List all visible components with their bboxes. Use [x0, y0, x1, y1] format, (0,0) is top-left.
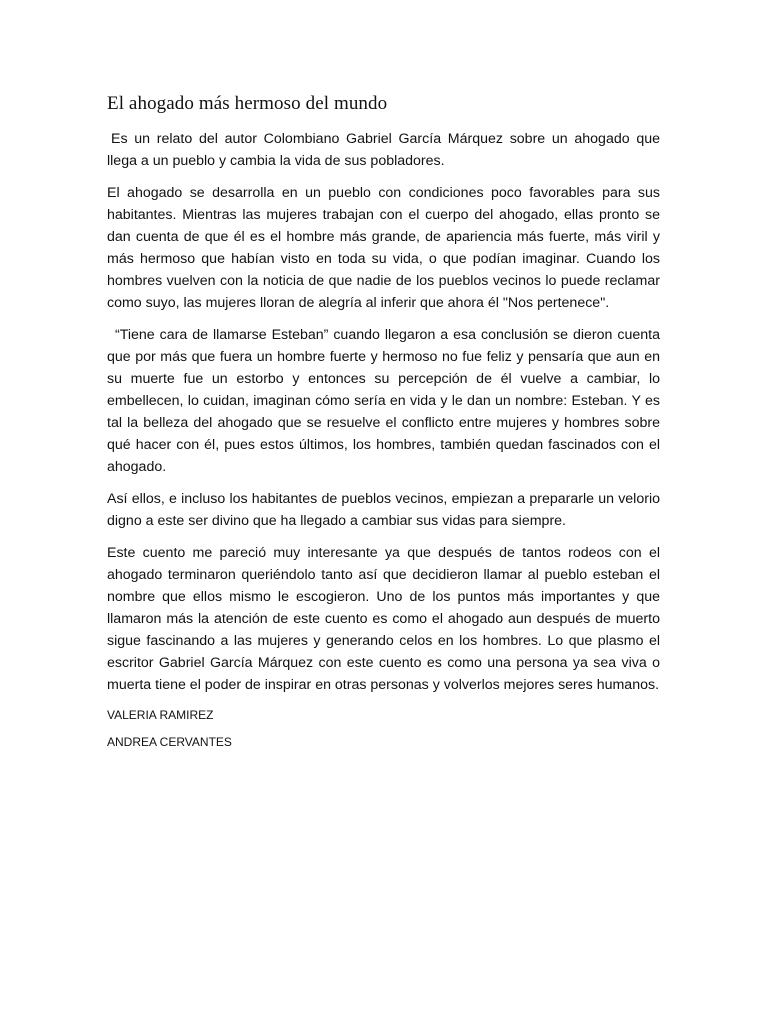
paragraph-esteban: “Tiene cara de llamarse Esteban” cuando llegaron a esa conclusión se dieron cuenta que por más que fuera un hombre fuerte y hermoso no fue feliz y pensaría que aun en su muerte fue un estorbo y entonces su percepción de él vuelve a cambiar, lo embellecen, lo cuidan, imaginan cómo sería en vida y le dan un nombre: Esteban. Y es tal la belleza del ahogado que se resuelve el conflicto entre mujeres y hombres sobre qué hacer con él, pues estos últimos, los hombres, también quedan fascinados con el ahogado. [107, 327, 660, 475]
paragraph-intro: Es un relato del autor Colombiano Gabriel García Márquez sobre un ahogado que llega a un pueblo y cambia la vida de sus pobladores. [107, 131, 660, 169]
document-title: El ahogado más hermoso del mundo [107, 93, 388, 114]
document-page [107, 92, 660, 751]
paragraph-opinion: Este cuento me pareció muy interesante ya que después de tantos rodeos con el ahogado terminaron queriéndolo tanto así que decidieron llamar al pueblo esteban el nombre que ellos mismo le escogieron. Uno de los puntos más importantes y que llamaron más la atención de este cuento es como el ahogado aun después de muerto sigue fascinando a las mujeres y generando celos en los hombres. Lo que plasmo el escritor Gabriel García Márquez con este cuento es como una persona ya sea viva o muerta tiene el poder de inspirar en otras personas y volverlos mejores seres humanos. [107, 545, 660, 693]
paragraph-velorio: Así ellos, e incluso los habitantes de pueblos vecinos, empiezan a prepararle un velorio digno a este ser divino que ha llegado a cambiar sus vidas para siempre. [107, 491, 660, 529]
author-name: ANDREA CERVANTES [107, 735, 232, 749]
author-name: VALERIA RAMIREZ [107, 708, 214, 722]
paragraph-setting: El ahogado se desarrolla en un pueblo con condiciones poco favorables para sus habitantes. Mientras las mujeres trabajan con el cuerpo del ahogado, ellas pronto se dan cuenta de que él es el hombre más grande, de apariencia más fuerte, más viril y más hermoso que habían visto en toda su vida, o que podían imaginar. Cuando los hombres vuelven con la noticia de que nadie de los pueblos vecinos lo puede reclamar como suyo, las mujeres lloran de alegría al inferir que ahora él "Nos pertenece". [107, 185, 660, 311]
